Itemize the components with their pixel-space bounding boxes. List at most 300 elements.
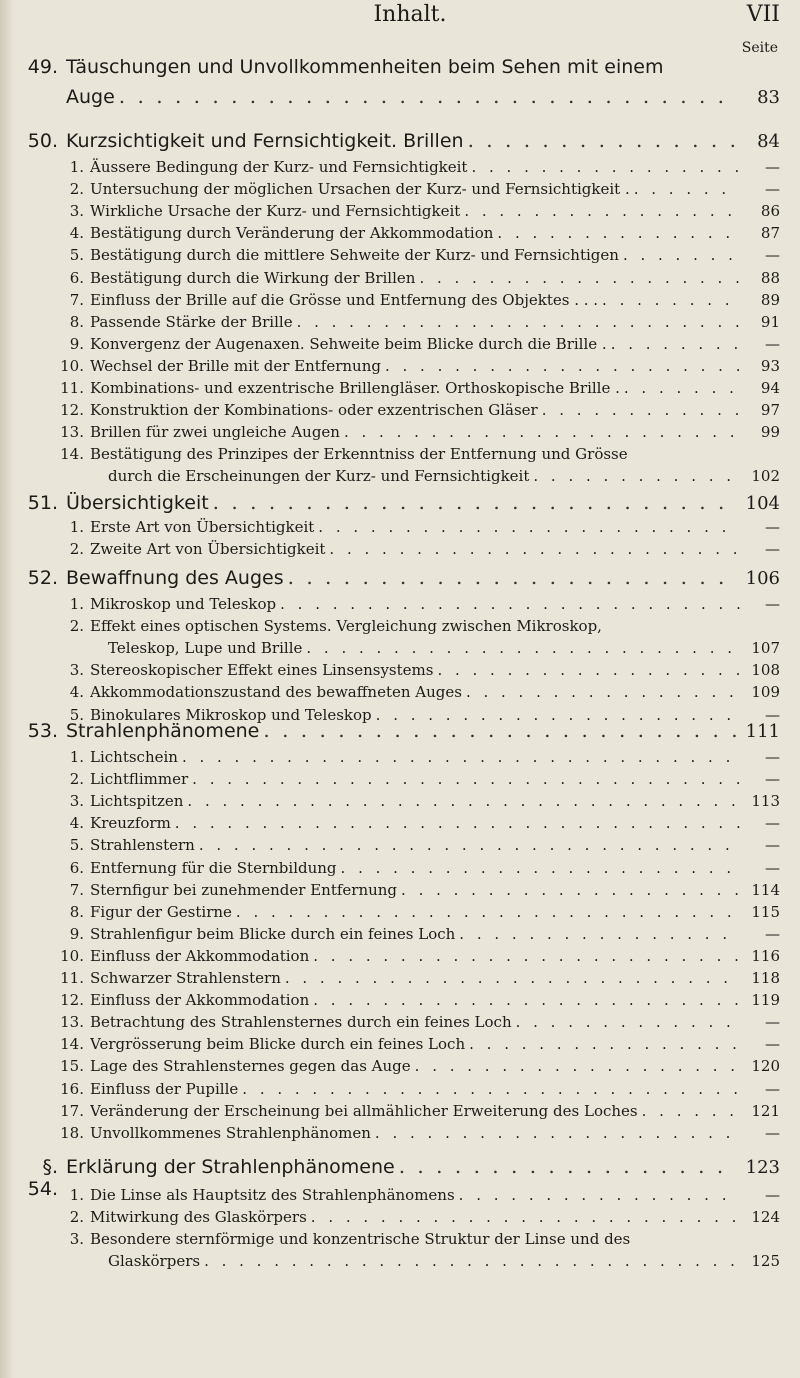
toc-entry-page: —: [765, 334, 780, 353]
toc-entry: [18, 881, 780, 899]
toc-entry-number: 11.: [60, 379, 84, 397]
toc-entry-leader: [280, 595, 740, 613]
toc-entry-number: 3.: [69, 202, 84, 221]
toc-entry-leader: [497, 224, 740, 242]
toc-entry-text: [90, 224, 744, 242]
page-title: Inhalt.: [373, 2, 447, 27]
toc-entry-number: 10.: [60, 946, 84, 965]
section-heading-label: Erklärung der Strahlenphänomene: [66, 1156, 395, 1178]
toc-entry-text: [90, 335, 744, 353]
toc-entry-number: 11.: [60, 969, 84, 987]
toc-entry: [18, 969, 780, 987]
toc-entry-leader: [611, 335, 740, 353]
section-heading-label: Übersichtigkeit: [66, 492, 209, 514]
toc-entry-number: 10.: [60, 356, 84, 375]
section-heading-cont-label: Auge: [66, 86, 115, 108]
toc-entry: [18, 335, 780, 353]
toc-entry-label: Bestätigung durch die mittlere Sehweite der Kurz- und Fernsichtigen: [90, 246, 619, 265]
section-heading-page: 104: [745, 493, 780, 514]
toc-entry-label: Einfluss der Brille auf die Grösse und Entfernung des Objektes . . .: [90, 290, 599, 309]
toc-entry-page: —: [765, 770, 780, 789]
toc-entry: [18, 595, 780, 613]
toc-entry-page: —: [765, 1186, 780, 1204]
toc-entry-leader: [624, 379, 740, 397]
toc-entry-label: Betrachtung des Strahlensternes durch ein feines Loch: [90, 1013, 512, 1032]
toc-entry-text: [90, 158, 744, 176]
toc-entry-text: [90, 595, 744, 613]
toc-entry-leader: [516, 1013, 740, 1031]
toc-entry-leader: [175, 814, 740, 832]
toc-entry-text: [90, 881, 744, 899]
toc-entry: [18, 1080, 780, 1098]
toc-entry-page: —: [765, 246, 780, 265]
toc-entry: [18, 859, 780, 877]
toc-entry-label: Konvergenz der Augenaxen. Sehweite beim Blicke durch die Brille .: [90, 334, 607, 353]
toc-entry-text: [90, 202, 744, 220]
page-number: VII: [746, 2, 780, 27]
toc-entry-page: —: [765, 1079, 780, 1098]
toc-entry-number: 8.: [69, 902, 84, 921]
toc-entry-label: Einfluss der Akkommodation: [90, 991, 310, 1010]
toc-entry-label: Sternfigur bei zunehmender Entfernung: [90, 880, 398, 899]
toc-entry-label: Akkommodationszustand des bewaffneten Auges: [90, 683, 462, 702]
toc-entry-leader: [199, 836, 740, 854]
toc-entry-leader: [602, 291, 740, 309]
section-heading-leader: [399, 1154, 736, 1178]
section-heading-text: [66, 718, 740, 742]
toc-entry: [18, 313, 780, 331]
toc-entry-text: [90, 991, 744, 1009]
toc-entry-page: —: [765, 1035, 780, 1054]
toc-entry-label: Bestätigung durch Veränderung der Akkommodation: [90, 224, 494, 243]
toc-entry-leader: [285, 969, 740, 987]
toc-entry-page: 115: [751, 902, 780, 921]
toc-entry-cont: [36, 467, 780, 485]
toc-entry-text: [90, 683, 744, 701]
toc-entry-label: Besondere sternförmige und konzentrische Struktur der Linse und des: [90, 1230, 631, 1249]
toc-entry-page: 109: [751, 683, 780, 702]
toc-entry-number: 3.: [69, 1230, 84, 1249]
page-header: [40, 2, 780, 32]
toc-entry-leader: [642, 1102, 740, 1120]
toc-entry-page: 118: [751, 969, 780, 987]
toc-entry-leader: [466, 683, 740, 701]
toc-entry-page: —: [765, 814, 780, 833]
toc-entry-page: —: [765, 924, 780, 943]
toc-entry-page: 113: [751, 792, 780, 811]
toc-entry: [18, 1013, 780, 1031]
toc-entry: [18, 291, 780, 309]
toc-entry-number: 5.: [69, 705, 84, 724]
toc-entry-leader: [385, 357, 740, 375]
toc-entry-leader: [464, 202, 740, 220]
toc-entry-text: [90, 836, 744, 854]
toc-entry-text: [90, 518, 744, 536]
toc-entry-label: Einfluss der Pupille: [90, 1079, 239, 1098]
toc-entry: [18, 814, 780, 832]
toc-entry: [18, 423, 780, 441]
toc-entry: [18, 202, 780, 220]
toc-entry: [18, 1124, 780, 1142]
toc-entry-leader: [318, 518, 740, 536]
section-heading-page: 123: [745, 1157, 780, 1178]
toc-entry-label: Unvollkommenes Strahlenphänomen: [90, 1123, 371, 1142]
toc-entry-label: Wechsel der Brille mit der Entfernung: [90, 356, 381, 375]
toc-entry-page: —: [765, 1123, 780, 1142]
toc-entry-number: 1.: [69, 1186, 84, 1204]
toc-entry-leader: [306, 639, 740, 657]
toc-entry-text: [90, 748, 744, 766]
toc-entry-number: 1.: [69, 518, 84, 536]
section-heading-text: [66, 1154, 740, 1178]
toc-entry-leader: [375, 1124, 740, 1142]
toc-entry-text: [90, 617, 744, 635]
toc-entry-leader: [344, 423, 740, 441]
toc-entry-text: [90, 969, 744, 987]
toc-entry-label: Lichtflimmer: [90, 770, 189, 789]
toc-entry-text: [90, 445, 744, 463]
toc-entry-label: Kreuzform: [90, 814, 171, 833]
toc-entry-page: 102: [751, 467, 780, 486]
toc-entry-text: [90, 313, 744, 331]
toc-entry: [18, 401, 780, 419]
toc-entry-number: 7.: [69, 290, 84, 309]
toc-entry-number: 2.: [69, 617, 84, 636]
toc-entry-number: 2.: [69, 1208, 84, 1227]
toc-entry-text: [90, 661, 744, 679]
toc-entry-page: —: [765, 858, 780, 877]
toc-entry-leader: [634, 180, 740, 198]
toc-entry: [18, 947, 780, 965]
toc-entry-text: [90, 1208, 744, 1226]
section-heading-leader: [288, 565, 736, 589]
toc-entry-text: [90, 1230, 744, 1248]
toc-entry-label: Bestätigung des Prinzipes der Erkenntniss der Entfernung und Grösse: [90, 445, 628, 464]
toc-entry-page: —: [765, 518, 780, 536]
toc-entry: [18, 180, 780, 198]
section-heading-number: 52.: [27, 567, 58, 589]
toc-entry-text: [90, 291, 744, 309]
toc-entry-label: Mitwirkung des Glaskörpers: [90, 1208, 307, 1227]
toc-entry: [18, 925, 780, 943]
toc-entry-number: 4.: [69, 224, 84, 243]
toc-entry-page: 99: [760, 423, 780, 442]
toc-entry-text: [90, 379, 744, 397]
toc-entry-label2: durch die Erscheinungen der Kurz- und Fernsichtigkeit: [108, 467, 530, 486]
section-heading-cont-leader: [119, 84, 736, 108]
toc-entry-number: 14.: [60, 445, 84, 464]
toc-entry-label: Figur der Gestirne: [90, 902, 232, 921]
toc-entry-text: [90, 269, 744, 287]
toc-entry-leader: [533, 467, 740, 485]
toc-entry-label: Konstruktion der Kombinations- oder exzentrischen Gläser: [90, 401, 538, 420]
toc-entry-number: 12.: [60, 991, 84, 1010]
toc-entry-label: Strahlenfigur beim Blicke durch ein feines Loch: [90, 924, 456, 943]
section-heading-leader: [468, 128, 736, 152]
toc-entry-cont: [36, 639, 780, 657]
section-heading-leader: [263, 718, 736, 742]
toc-entry-number: 3.: [69, 792, 84, 811]
toc-entry-page: 120: [751, 1057, 780, 1076]
toc-entry: [18, 224, 780, 242]
toc-entry: [18, 1186, 780, 1204]
toc-entry-leader: [297, 313, 740, 331]
toc-entry-page: 125: [751, 1252, 780, 1271]
toc-entry-page: —: [765, 1013, 780, 1032]
toc-entry-number: 5.: [69, 836, 84, 855]
toc-entry-text: [90, 1080, 744, 1098]
toc-entry-leader: [459, 925, 740, 943]
toc-entry-number: 14.: [60, 1035, 84, 1054]
toc-entry-page: 89: [760, 290, 780, 309]
toc-entry: [18, 158, 780, 176]
toc-entry-number: 18.: [60, 1123, 84, 1142]
toc-entry-page: 86: [760, 202, 780, 221]
toc-entry-page: —: [765, 540, 780, 559]
toc-entry: [18, 246, 780, 264]
section-heading-label: Strahlenphänomene: [66, 720, 260, 742]
toc-entry-number: 8.: [69, 312, 84, 331]
section-heading: [18, 128, 780, 152]
toc-entry-page: 94: [760, 379, 780, 397]
toc-entry-label2: Teleskop, Lupe und Brille: [108, 639, 303, 658]
toc-entry-label: Brillen für zwei ungleiche Augen: [90, 423, 340, 442]
toc-entry-label: Zweite Art von Übersichtigkeit: [90, 540, 326, 559]
section-heading-number: 50.: [27, 130, 58, 152]
toc-entry-page: 97: [760, 401, 780, 420]
toc-entry: [18, 770, 780, 788]
toc-entry-page: 88: [760, 268, 780, 287]
toc-entry-label: Lichtspitzen: [90, 792, 184, 811]
toc-entry-number: 1.: [69, 595, 84, 613]
toc-entry-label: Vergrösserung beim Blicke durch ein feines Loch: [90, 1035, 466, 1054]
section-heading-label: Bewaffnung des Auges: [66, 567, 284, 589]
toc-entry-page: 87: [760, 224, 780, 243]
toc-entry-label: Passende Stärke der Brille: [90, 312, 293, 331]
toc-entry-text: [90, 1057, 744, 1075]
toc-entry-leader: [459, 1186, 740, 1204]
toc-entry: [18, 903, 780, 921]
toc-entry-page: —: [765, 595, 780, 613]
toc-entry-number: 15.: [60, 1057, 84, 1076]
toc-entry-text: [90, 1186, 744, 1204]
toc-entry-page: —: [765, 180, 780, 199]
toc-entry-label: Lage des Strahlensternes gegen das Auge: [90, 1057, 411, 1076]
toc-entry: [18, 1102, 780, 1120]
toc-entry-page: 93: [760, 356, 780, 375]
toc-entry-page: 114: [751, 880, 780, 899]
toc-entry-number: 6.: [69, 858, 84, 877]
toc-entry-leader: [182, 748, 740, 766]
toc-entry-leader: [437, 661, 740, 679]
toc-entry-label: Untersuchung der möglichen Ursachen der Kurz- und Fernsichtigkeit .: [90, 180, 630, 199]
section-heading: [18, 718, 780, 742]
toc-entry-leader: [542, 401, 740, 419]
toc-entry: [18, 445, 780, 463]
toc-entry-number: 2.: [69, 180, 84, 199]
toc-entry-number: 13.: [60, 1013, 84, 1032]
toc-entry-page: 107: [751, 639, 780, 658]
toc-entry: [18, 683, 780, 701]
toc-entry-text: [90, 180, 744, 198]
toc-entry-label: Entfernung für die Sternbildung: [90, 858, 337, 877]
toc-entry-leader: [204, 1252, 740, 1270]
toc-entry-page: —: [765, 158, 780, 176]
toc-entry: [18, 661, 780, 679]
toc-entry-page: 91: [760, 312, 780, 331]
toc-entry: [18, 1208, 780, 1226]
toc-entry-label: Stereoskopischer Effekt eines Linsensystems: [90, 661, 434, 680]
toc-entry-leader: [415, 1057, 740, 1075]
toc-entry: [18, 1035, 780, 1053]
toc-entry-number: 4.: [69, 814, 84, 833]
toc-entry-text: [90, 859, 744, 877]
toc-entry-leader: [313, 991, 740, 1009]
toc-entry-page: 121: [751, 1101, 780, 1120]
section-heading-cont-text: [66, 84, 740, 108]
toc-entry-label: Wirkliche Ursache der Kurz- und Fernsichtigkeit: [90, 202, 461, 221]
toc-entry-text: [90, 246, 744, 264]
toc-entry: [18, 1230, 780, 1248]
toc-entry-number: 1.: [69, 748, 84, 766]
toc-entry-text: [90, 1013, 744, 1031]
toc-entry-text: [90, 1124, 744, 1142]
toc-entry-number: 2.: [69, 540, 84, 559]
toc-entry-number: 5.: [69, 246, 84, 265]
toc-entry-label: Strahlenstern: [90, 836, 195, 855]
section-heading-label: Kurzsichtigkeit und Fernsichtigkeit. Brillen: [66, 130, 464, 152]
section-heading: [18, 565, 780, 589]
toc-entry-leader: [192, 770, 740, 788]
toc-entry-label: Binokulares Mikroskop und Teleskop: [90, 705, 372, 724]
toc-entry-number: 13.: [60, 423, 84, 442]
toc-entry-text: [90, 925, 744, 943]
toc-entry-leader: [401, 881, 740, 899]
toc-entry-text: [90, 947, 744, 965]
section-heading-cont: [18, 84, 780, 108]
toc-entry-text: [90, 1102, 744, 1120]
section-heading-cont-page: 83: [757, 87, 780, 108]
toc-entry: [18, 991, 780, 1009]
toc-entry-leader: [471, 158, 740, 176]
toc-entry-label: Mikroskop und Teleskop: [90, 595, 277, 613]
toc-entry-label: Lichtschein: [90, 748, 178, 766]
toc-entry: [18, 748, 780, 766]
toc-entry-label: Äussere Bedingung der Kurz- und Fernsichtigkeit: [90, 158, 468, 176]
section-heading-text: [66, 565, 740, 589]
toc-entry-number: 9.: [69, 924, 84, 943]
section-heading-page: 111: [745, 721, 780, 742]
toc-entry-text: [90, 903, 744, 921]
section-title-line1: Täuschungen und Unvollkommenheiten beim Sehen mit einem: [66, 56, 664, 78]
toc-entry-number: 9.: [69, 334, 84, 353]
seite-label: Seite: [741, 40, 778, 56]
section-heading-page: 106: [745, 568, 780, 589]
toc-entry: [18, 836, 780, 854]
toc-entry-text2: [108, 1252, 744, 1270]
toc-entry: [18, 617, 780, 635]
toc-entry: [18, 379, 780, 397]
section-heading-page: 84: [757, 131, 780, 152]
toc-entry-text: [90, 357, 744, 375]
section-heading-leader: [213, 490, 736, 514]
toc-entry: [18, 792, 780, 810]
section-number: 49.: [27, 56, 58, 78]
toc-entry-leader: [469, 1035, 740, 1053]
section-heading-number: §. 54.: [27, 1156, 58, 1200]
toc-entry-label: Veränderung der Erscheinung bei allmählicher Erweiterung des Loches: [90, 1101, 638, 1120]
toc-entry-number: 3.: [69, 661, 84, 680]
toc-entry-page: 119: [751, 991, 780, 1010]
toc-entry-page: 116: [751, 946, 780, 965]
toc-entry-leader: [313, 947, 740, 965]
toc-entry-leader: [623, 246, 740, 264]
section-heading-number: 53.: [27, 720, 58, 742]
section-title: [66, 56, 740, 78]
section-heading-number: 51.: [27, 492, 58, 514]
section-heading: [18, 56, 780, 78]
toc-entry-number: 17.: [60, 1101, 84, 1120]
toc-entry-text: [90, 1035, 744, 1053]
toc-entry-leader: [187, 792, 740, 810]
toc-entry-label: Erste Art von Übersichtigkeit: [90, 518, 315, 536]
toc-entry-text2: [108, 639, 744, 657]
section-heading: [18, 490, 780, 514]
toc-entry-number: 16.: [60, 1079, 84, 1098]
toc-entry-text: [90, 423, 744, 441]
section-heading-text: [66, 490, 740, 514]
toc-entry-page: —: [765, 705, 780, 724]
toc-entry-page: —: [765, 748, 780, 766]
toc-entry-number: 4.: [69, 683, 84, 702]
toc-entry: [18, 518, 780, 536]
toc-entry-leader: [311, 1208, 740, 1226]
toc-entry: [18, 357, 780, 375]
toc-entry-label: Kombinations- und exzentrische Brillengläser. Orthoskopische Brille .: [90, 379, 620, 397]
toc-entry-page: —: [765, 836, 780, 855]
toc-entry-label: Die Linse als Hauptsitz des Strahlenphänomens: [90, 1186, 455, 1204]
toc-entry-text2: [108, 467, 744, 485]
toc-entry: [18, 1057, 780, 1075]
section-heading-text: [66, 128, 740, 152]
book-spine-shadow: [0, 0, 14, 1378]
toc-entry-cont: [36, 1252, 780, 1270]
toc-entry-label: Schwarzer Strahlenstern: [90, 969, 281, 987]
toc-entry-leader: [236, 903, 740, 921]
toc-entry-leader: [341, 859, 740, 877]
toc-entry-number: 6.: [69, 268, 84, 287]
toc-entry-page: 108: [751, 661, 780, 680]
toc-entry-leader: [329, 540, 740, 558]
toc-entry-text: [90, 792, 744, 810]
toc-entry-number: 1.: [69, 158, 84, 176]
toc-entry-text: [90, 540, 744, 558]
toc-entry-page: 124: [751, 1208, 780, 1227]
toc-entry-number: 2.: [69, 770, 84, 789]
toc-entry-label2: Glaskörpers: [108, 1252, 201, 1271]
toc-entry-number: 7.: [69, 880, 84, 899]
toc-entry-text: [90, 814, 744, 832]
toc-entry-text: [90, 401, 744, 419]
toc-entry-label: Effekt eines optischen Systems. Vergleichung zwischen Mikroskop,: [90, 617, 602, 636]
toc-entry: [18, 540, 780, 558]
toc-entry-number: 12.: [60, 401, 84, 420]
toc-entry-leader: [419, 269, 740, 287]
toc-entry: [18, 269, 780, 287]
toc-entry-label: Bestätigung durch die Wirkung der Brillen: [90, 268, 416, 287]
toc-entry-label: Einfluss der Akkommodation: [90, 946, 310, 965]
toc-entry-leader: [242, 1080, 740, 1098]
